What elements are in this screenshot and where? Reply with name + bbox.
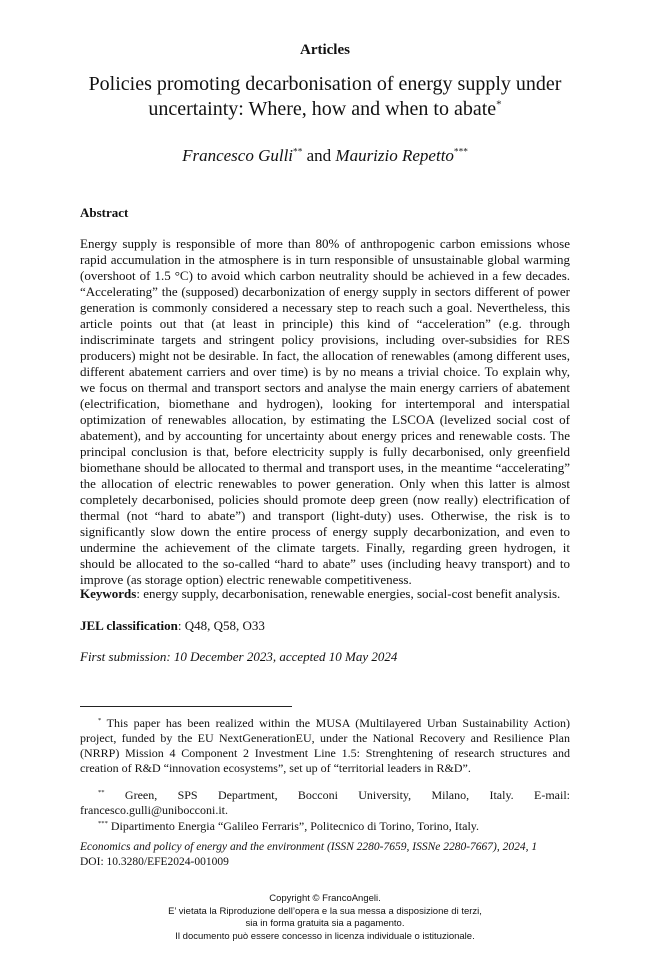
footnote (80, 788, 570, 818)
title-footnote-mark: * (496, 98, 502, 111)
footnote-mark: * (98, 717, 102, 724)
footnote-text: Green, SPS Department, Bocconi University, Milano, Italy. E-mail: francesco.gulli@unibocconi.it. (80, 788, 570, 817)
footnote (80, 819, 570, 834)
footnote-divider (80, 706, 292, 707)
copyright-line: Copyright © FrancoAngeli. (269, 893, 381, 904)
author-name: Maurizio Repetto (335, 146, 454, 165)
author-footnote-mark: *** (453, 147, 468, 158)
author-name: Francesco Gulli (182, 146, 294, 165)
submission-dates: First submission: 10 December 2023, accepted 10 May 2024 (80, 649, 398, 664)
footnote (80, 716, 570, 776)
footnote-mark: ** (98, 789, 105, 796)
author-conjunction: and (306, 146, 332, 165)
abstract-body: Energy supply is responsible of more than 80% of anthropogenic carbon emissions whose rapid accumulation in the atmosphere is in turn responsible of unsustainable global warming (overshoot of 1.5 °C) to avoid which carbon neutrality should be achieved in a few decades. “Accelerating” the (supposed) decarbonization of energy supply in sectors different of power generation is commonly considered a necessary step to reach such a goal. Nevertheless, this article points out that (at least in principle) this kind of “acceleration” (e.g. through indiscriminate targets and stringent policy provisions, including over-subsidies for RES producers) might not be desirable. In fact, the allocation of renewables (among different uses, different abatement carriers and over time) is by no means a trivial choice. To explain why, we focus on thermal and transport sectors and analyse the main energy carriers of abatement (electrification, biomethane and hydrogen), looking for intertemporal and interspatial optimization of renewables allocation, by estimating the LSCOA (levelized social cost of abatement), and by accounting for uncertainty about energy prices and renewable costs. The principal conclusion is that, before electricity supply is fully decarbonised, only greenfield biomethane should be allocated to thermal and transport uses, in the meantime “accelerating” the allocation of electric renewables to power generation. Only when this latter is almost completely decarbonised, policies should promote deep green (now really) electrification of thermal (not “hard to abate”) and transport (light-duty) uses. Otherwise, the risk is to significantly slow down the entire process of energy supply decarbonization, and even to undermine the achievement of the climate targets. Finally, regarding green hydrogen, it should be allocated to the so-called “hard to abate” uses (including heavy transport) and to improve (as storage option) electric renewable competitiveness. (80, 236, 570, 587)
section-label: Articles (300, 42, 350, 58)
copyright-line: Il documento può essere concesso in licenza individuale o istituzionale. (175, 930, 475, 942)
author-footnote-mark: ** (293, 147, 303, 158)
jel-classification (80, 618, 570, 634)
abstract-heading: Abstract (80, 205, 129, 220)
journal-citation: Economics and policy of energy and the environment (ISSN 2280-7659, ISSNe 2280-7667), 2024, 1 (80, 841, 538, 853)
footnote-text: This paper has been realized within the MUSA (Multilayered Urban Sustainability Action) project, funded by the EU NextGenerationEU, under the National Recovery and Resilience Plan (NRRP) Mission 4 Component 2 Investment Line 1.5: Strenghtening of research structures and creation of R&D “innovation ecosystems”, set up of “territorial leaders in R&D”. (80, 716, 570, 775)
copyright-notice (80, 893, 570, 943)
author-line (0, 146, 650, 166)
keywords-text: : energy supply, decarbonisation, renewable energies, social-cost benefit analysis. (136, 586, 561, 601)
title-text: Policies promoting decarbonisation of energy supply under uncertainty: Where, how and when to abate (88, 73, 562, 120)
keywords (80, 586, 570, 602)
article-title (70, 72, 580, 122)
copyright-line: E’ vietata la Riproduzione dell’opera e la sua messa a disposizione di terzi, (168, 905, 482, 917)
footnote-mark: *** (98, 820, 108, 827)
jel-text: : Q48, Q58, O33 (177, 618, 265, 633)
footnote-text: Dipartimento Energia “Galileo Ferraris”, Politecnico di Torino, Torino, Italy. (107, 819, 480, 833)
doi: DOI: 10.3280/EFE2024-001009 (80, 856, 229, 868)
keywords-label: Keywords (80, 586, 137, 601)
copyright-line: sia in forma gratuita sia a pagamento. (245, 918, 405, 929)
jel-label: JEL classification (80, 618, 178, 633)
